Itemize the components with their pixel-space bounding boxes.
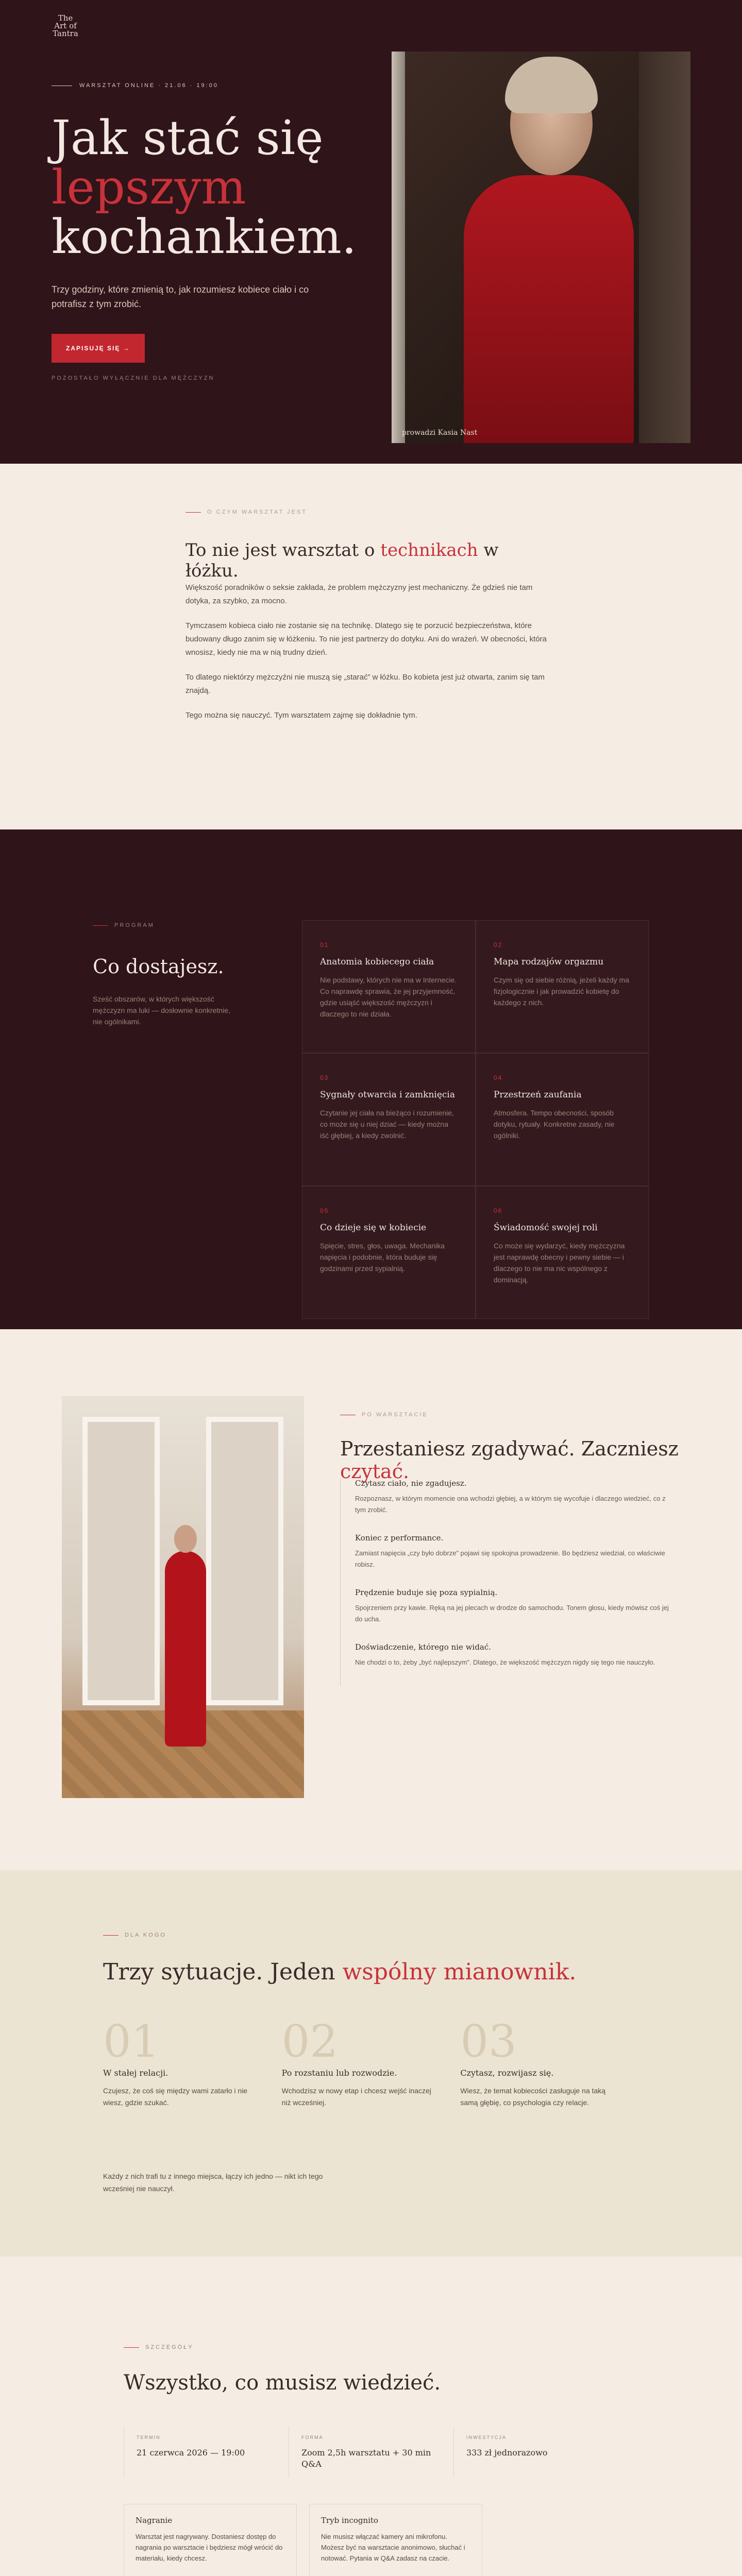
intro-paragraph: Większość poradników o seksie zakłada, że problem mężczyzny jest mechaniczny. Że gdzieś nie tam dotyka, za szybko, za mocno. [185, 583, 533, 605]
details-cards [124, 2504, 618, 2576]
audience-title [103, 1959, 576, 1985]
outcomes-section [0, 1329, 742, 1870]
red-dress [165, 1551, 206, 1747]
kicker-line [185, 512, 201, 513]
benefits-grid [302, 920, 649, 1319]
benefit-desc: Co może się wydarzyć, kiedy mężczyzna jest naprawdę obecny i pewny siebie — i dlaczego to nie ma nic wspólnego z dominacją. [494, 1242, 625, 1284]
audience-note: Każdy z nich trafi tu z innego miejsca, łączy ich jedno — nikt ich tego wcześniej nie nauczył. [103, 2172, 323, 2193]
outcomes-title [340, 1437, 701, 1483]
info-value: 21 czerwca 2026 — 19:00 [137, 2448, 245, 2458]
benefit-title: Przestrzeń zaufania [494, 1090, 582, 1100]
outcome-desc: Nie chodzi o to, żeby „być najlepszym”. Dlatego, że większość mężczyzn nigdy się tego nie nauczyło. [355, 1658, 655, 1666]
photo-caption: prowadzi Kasia Nast [402, 429, 478, 437]
info-key: TERMIN [137, 2435, 161, 2440]
red-dress [464, 175, 634, 443]
figure-head [174, 1525, 197, 1553]
benefit-desc: Atmosfera. Tempo obecności, sposób dotyku, rytuały. Konkretne zasady, nie ogólniki. [494, 1109, 615, 1140]
detail-card-desc: Warsztat jest nagrywany. Dostaniesz dostęp do nagrania po warsztacie i będziesz mógł wrócić do materiału, kiedy chcesz. [136, 2533, 283, 2562]
benefit-card [476, 1053, 649, 1186]
benefit-number: 04 [494, 1074, 503, 1081]
outcome-desc: Zamiast napięcia „czy było dobrze” pojawi się spokojna prowadzenie. Bo będziesz wiedział, co właściwie robisz. [355, 1549, 665, 1568]
info-key: INWESTYCJA [466, 2435, 507, 2440]
intro-title-suffix: w łóżku. [185, 540, 499, 581]
details-kicker-text: SZCZEGÓŁY [145, 2344, 194, 2350]
benefit-desc: Nie podstawy, których nie ma w Internecie. Co naprawdę sprawia, że jej przyjemność, gdzie usiąść większość mężczyzn i dlaczego to nie działa. [320, 976, 457, 1018]
audience-column [281, 2016, 461, 2109]
benefit-card [302, 920, 476, 1053]
info-value: Zoom 2,5h warsztatu + 30 min Q&A [301, 2448, 431, 2469]
details-info-row [124, 2427, 618, 2478]
portrait-hair [505, 57, 598, 113]
outcome-title: Koniec z performance. [355, 1533, 444, 1543]
audience-number: 03 [460, 2016, 517, 2067]
benefit-card [302, 1053, 476, 1186]
hero-title-line3: kochankiem. [52, 209, 357, 264]
outcome-item [355, 1479, 680, 1516]
audience-columns [103, 2016, 639, 2109]
benefit-title: Mapa rodzajów orgazmu [494, 957, 604, 967]
audience-kicker [103, 1932, 166, 1938]
benefit-desc: Czym się od siebie różnią, jeżeli każdy ma fizjologicznie i jak prowadzić kobietę do każdego z nich. [494, 976, 629, 1007]
benefit-number: 05 [320, 1207, 329, 1214]
benefit-desc: Czytanie jej ciała na bieżąco i rozumienie, co może się u niej dziać — kiedy można iść głębiej, a kiedy zwolnić. [320, 1109, 454, 1140]
audience-kicker-text: DLA KOGO [125, 1932, 166, 1938]
audience-number: 02 [281, 2016, 339, 2067]
outcome-title: Doświadczenie, którego nie widać. [355, 1642, 492, 1652]
audience-title-prefix: Trzy sytuacje. Jeden [103, 1959, 335, 1985]
detail-card-incognito [309, 2504, 482, 2576]
intro-body [185, 581, 556, 734]
details-kicker [124, 2344, 194, 2350]
interior-photo [62, 1396, 304, 1798]
door-panel [639, 52, 690, 443]
audience-number: 01 [103, 2016, 160, 2067]
intro-paragraph: Tego można się nauczyć. Tym warsztatem zajmę się dokładnie tym. [185, 711, 417, 720]
benefit-number: 06 [494, 1207, 503, 1214]
audience-desc: Wiesz, że temat kobiecości zasługuje na taką samą głębię, co psychologia czy relacje. [460, 2087, 606, 2107]
audience-column [103, 2016, 282, 2109]
outcomes-list [340, 1479, 680, 1686]
benefits-title: Co dostajesz. [93, 955, 224, 978]
intro-title-prefix: To nie jest warsztat o [185, 540, 375, 561]
info-cell-format [289, 2427, 453, 2478]
outcome-desc: Spojrzeniem przy kawie. Ręką na jej plecach w drodze do samochodu. Tonem głosu, kiedy mówisz coś jej do ucha. [355, 1604, 669, 1623]
benefit-card [476, 920, 649, 1053]
detail-card-title: Nagranie [136, 2516, 173, 2525]
intro-kicker-text: O CZYM WARSZTAT JEST [207, 509, 308, 515]
benefit-title: Co dzieje się w kobiecie [320, 1223, 427, 1233]
outcomes-kicker-text: PO WARSZTACIE [362, 1412, 428, 1418]
outcome-desc: Rozpoznasz, w którym momencie ona wchodzi głębiej, a w którym się wycofuje i dlaczego wiedzieć, co z tym zrobić. [355, 1495, 666, 1514]
hero-kicker-text: WARSZTAT ONLINE · 21.06 · 19:00 [79, 82, 218, 89]
benefit-title: Anatomia kobiecego ciała [320, 957, 434, 967]
hero-photo [392, 52, 690, 443]
intro-kicker [185, 509, 307, 515]
audience-title-accent: wspólny mianownik. [342, 1959, 577, 1985]
door-frame [392, 52, 405, 443]
benefit-number: 03 [320, 1074, 329, 1081]
kicker-line [103, 1935, 119, 1936]
detail-card-title: Tryb incognito [321, 2516, 379, 2525]
intro-paragraph: Tymczasem kobieca ciało nie zostanie się na technikę. Dlatego się te porzucić bezpieczeństwa, które budowany długo zanim się w łóżkeniu. To nie jest partnerzy do dotyku. Ani do wrażeń. W obecności, która wnosisz, kiedy nie ma w nią trudny dzień. [185, 621, 547, 657]
benefit-title: Świadomość swojej roli [494, 1223, 598, 1233]
benefits-desc: Sześć obszarów, w których większość mężczyzn ma luki — dosłownie konkretnie, nie ogólnikami. [93, 995, 230, 1026]
info-cell-date [124, 2427, 289, 2478]
benefit-desc: Spięcie, stres, głos, uwaga. Mechanika napięcia i podobnie, która buduje się godzinami przed sypialnią. [320, 1242, 445, 1273]
kicker-line [93, 925, 108, 926]
info-value: 333 zł jednorazowo [466, 2448, 548, 2458]
hero-title-accent: lepszym [52, 160, 246, 215]
french-window [82, 1417, 160, 1705]
hero-section [0, 0, 742, 464]
outcomes-kicker [340, 1412, 428, 1418]
details-section [0, 2257, 742, 2576]
outcome-item [355, 1642, 680, 1668]
audience-title-item: Po rozstaniu lub rozwodzie. [281, 2068, 397, 2078]
hero-title [52, 110, 361, 264]
benefit-card [302, 1186, 476, 1319]
intro-title-accent: technikach [380, 540, 478, 561]
kicker-line [124, 2347, 139, 2348]
hero-kicker [52, 82, 218, 89]
benefits-kicker [93, 922, 155, 928]
benefit-number: 01 [320, 941, 329, 948]
outcomes-title-accent: czytać. [340, 1460, 410, 1483]
audience-column [460, 2016, 639, 2109]
intro-paragraph: To dlatego niektórzy mężczyźni nie muszą się „starać” w łóżku. Bo kobieta jest już otwarta, zanim się tam znajdą. [185, 673, 545, 695]
audience-section [0, 1870, 742, 2257]
audience-desc: Wchodzisz w nowy etap i chcesz wejść inaczej niż wcześniej. [281, 2087, 431, 2107]
intro-title [185, 540, 556, 581]
outcome-title: Czytasz ciało, nie zgadujesz. [355, 1479, 467, 1488]
detail-card-desc: Nie musisz włączać kamery ani mikrofonu. Możesz być na warsztacie anonimowo, słuchać i notować. Pytania w Q&A zadasz na czacie. [321, 2533, 465, 2562]
benefit-card [476, 1186, 649, 1319]
audience-title-item: Czytasz, rozwijasz się. [460, 2068, 554, 2078]
details-title: Wszystko, co musisz wiedzieć. [124, 2371, 441, 2395]
hero-subnote: POZOSTAŁO WYŁĄCZNIE DLA MĘŻCZYZN [52, 375, 215, 381]
outcome-title: Prędzenie buduje się poza sypialnią. [355, 1588, 498, 1597]
hero-title-line1: Jak stać się [52, 110, 324, 165]
hero-signup-button[interactable]: ZAPISUJĘ SIĘ → [52, 334, 145, 363]
outcomes-title-prefix: Przestaniesz zgadywać. Zaczniesz [340, 1437, 679, 1460]
french-window [206, 1417, 283, 1705]
audience-title-item: W stałej relacji. [103, 2068, 168, 2078]
benefits-kicker-text: PROGRAM [114, 922, 155, 928]
benefits-section [0, 829, 742, 1329]
hero-lead: Trzy godziny, które zmienią to, jak rozumiesz kobiece ciało i co potrafisz z tym zrobić. [52, 284, 309, 309]
audience-desc: Czujesz, że coś się między wami zatarło i nie wiesz, gdzie szukać. [103, 2087, 248, 2107]
outcome-item [355, 1588, 680, 1625]
info-cell-price [453, 2427, 618, 2478]
outcome-item [355, 1533, 680, 1570]
detail-card-recording [124, 2504, 297, 2576]
info-key: FORMA [301, 2435, 324, 2440]
benefit-number: 02 [494, 941, 503, 948]
brand-logo[interactable]: The Art of Tantra [53, 13, 78, 38]
benefit-title: Sygnały otwarcia i zamknięcia [320, 1090, 456, 1100]
intro-section [0, 464, 742, 829]
